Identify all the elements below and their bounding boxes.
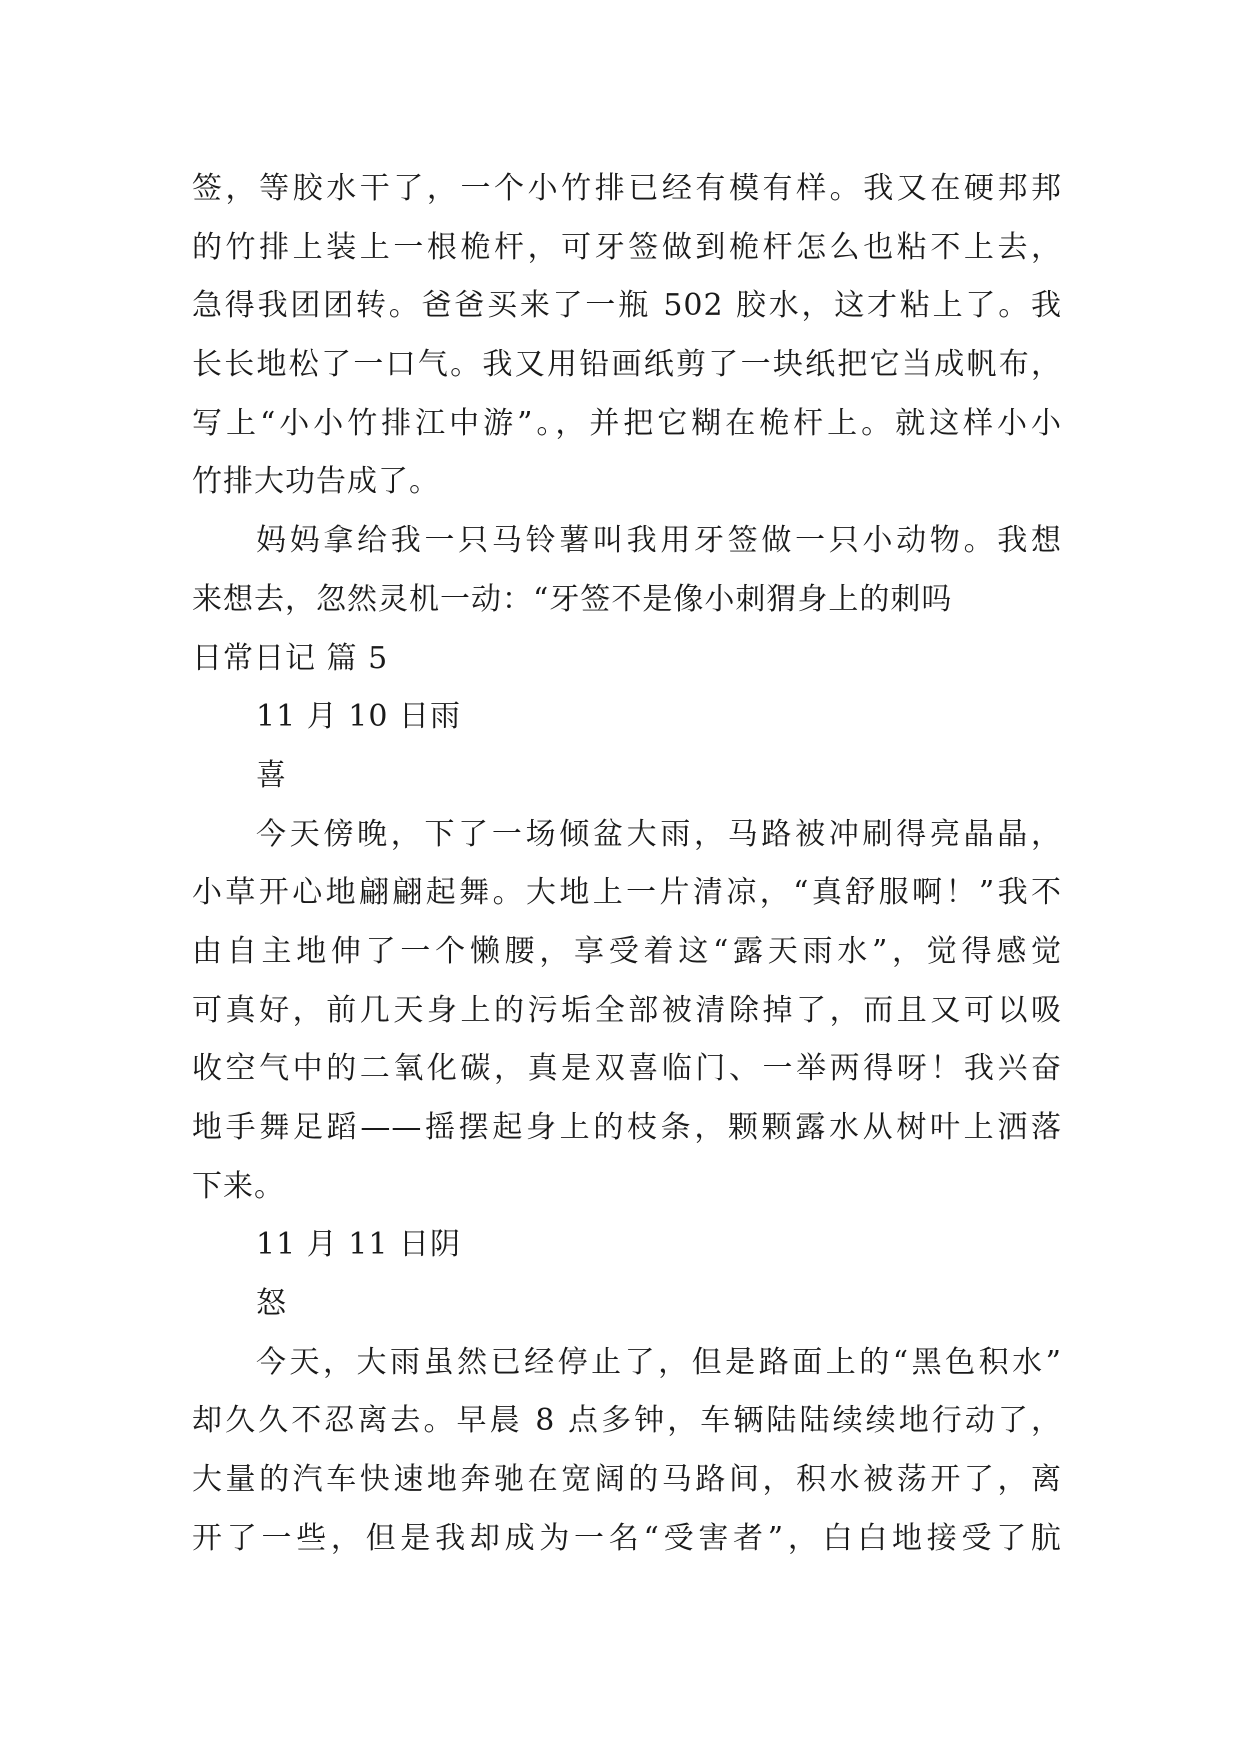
text-line: 的竹排上装上一根桅杆，可牙签做到桅杆怎么也粘不上去， [192, 229, 1062, 265]
text-line: 开了一些，但是我却成为一名“受害者”，白白地接受了肮 [192, 1520, 1062, 1556]
text-line: 由自主地伸了一个懒腰，享受着这“露天雨水”，觉得感觉 [192, 933, 1062, 969]
text-line: 竹排大功告成了。 [192, 464, 440, 500]
text-line: 地手舞足蹈——摇摆起身上的枝条，颗颗露水从树叶上洒落 [192, 1110, 1062, 1145]
text-line: 怒 [256, 1286, 287, 1322]
text-line: 妈妈拿给我一只马铃薯叫我用牙签做一只小动物。我想 [256, 523, 1062, 559]
text-line: 11 月 11 日阴 [256, 1227, 461, 1263]
text-line: 来想去，忽然灵机一动：“牙签不是像小刺猬身上的刺吗 [192, 581, 953, 617]
text-line: 却久久不忍离去。早晨 8 点多钟，车辆陆陆续续地行动了， [192, 1403, 1062, 1439]
text-line: 大量的汽车快速地奔驰在宽阔的马路间，积水被荡开了，离 [192, 1462, 1062, 1498]
text-line: 可真好，前几天身上的污垢全部被清除掉了，而且又可以吸 [192, 992, 1062, 1028]
text-line: 收空气中的二氧化碳，真是双喜临门、一举两得呀！我兴奋 [192, 1051, 1062, 1087]
text-line: 下来。 [192, 1168, 285, 1204]
document-body [192, 160, 1062, 1569]
text-line: 今天，大雨虽然已经停止了，但是路面上的“黑色积水” [256, 1344, 1062, 1380]
text-line: 小草开心地翩翩起舞。大地上一片清凉，“真舒服啊！”我不 [192, 875, 1062, 911]
text-line: 签，等胶水干了，一个小竹排已经有模有样。我又在硬邦邦 [192, 171, 1062, 206]
text-line: 日常日记 篇 5 [192, 640, 389, 676]
text-line: 急得我团团转。爸爸买来了一瓶 502 胶水，这才粘上了。我 [192, 288, 1062, 324]
text-line: 今天傍晚，下了一场倾盆大雨，马路被冲刷得亮晶晶， [256, 816, 1062, 852]
text-line: 长长地松了一口气。我又用铅画纸剪了一块纸把它当成帆布， [192, 347, 1062, 383]
text-line: 喜 [256, 757, 287, 793]
text-line: 写上“小小竹排江中游”。，并把它糊在桅杆上。就这样小小 [192, 405, 1062, 441]
text-line: 11 月 10 日雨 [256, 699, 461, 735]
